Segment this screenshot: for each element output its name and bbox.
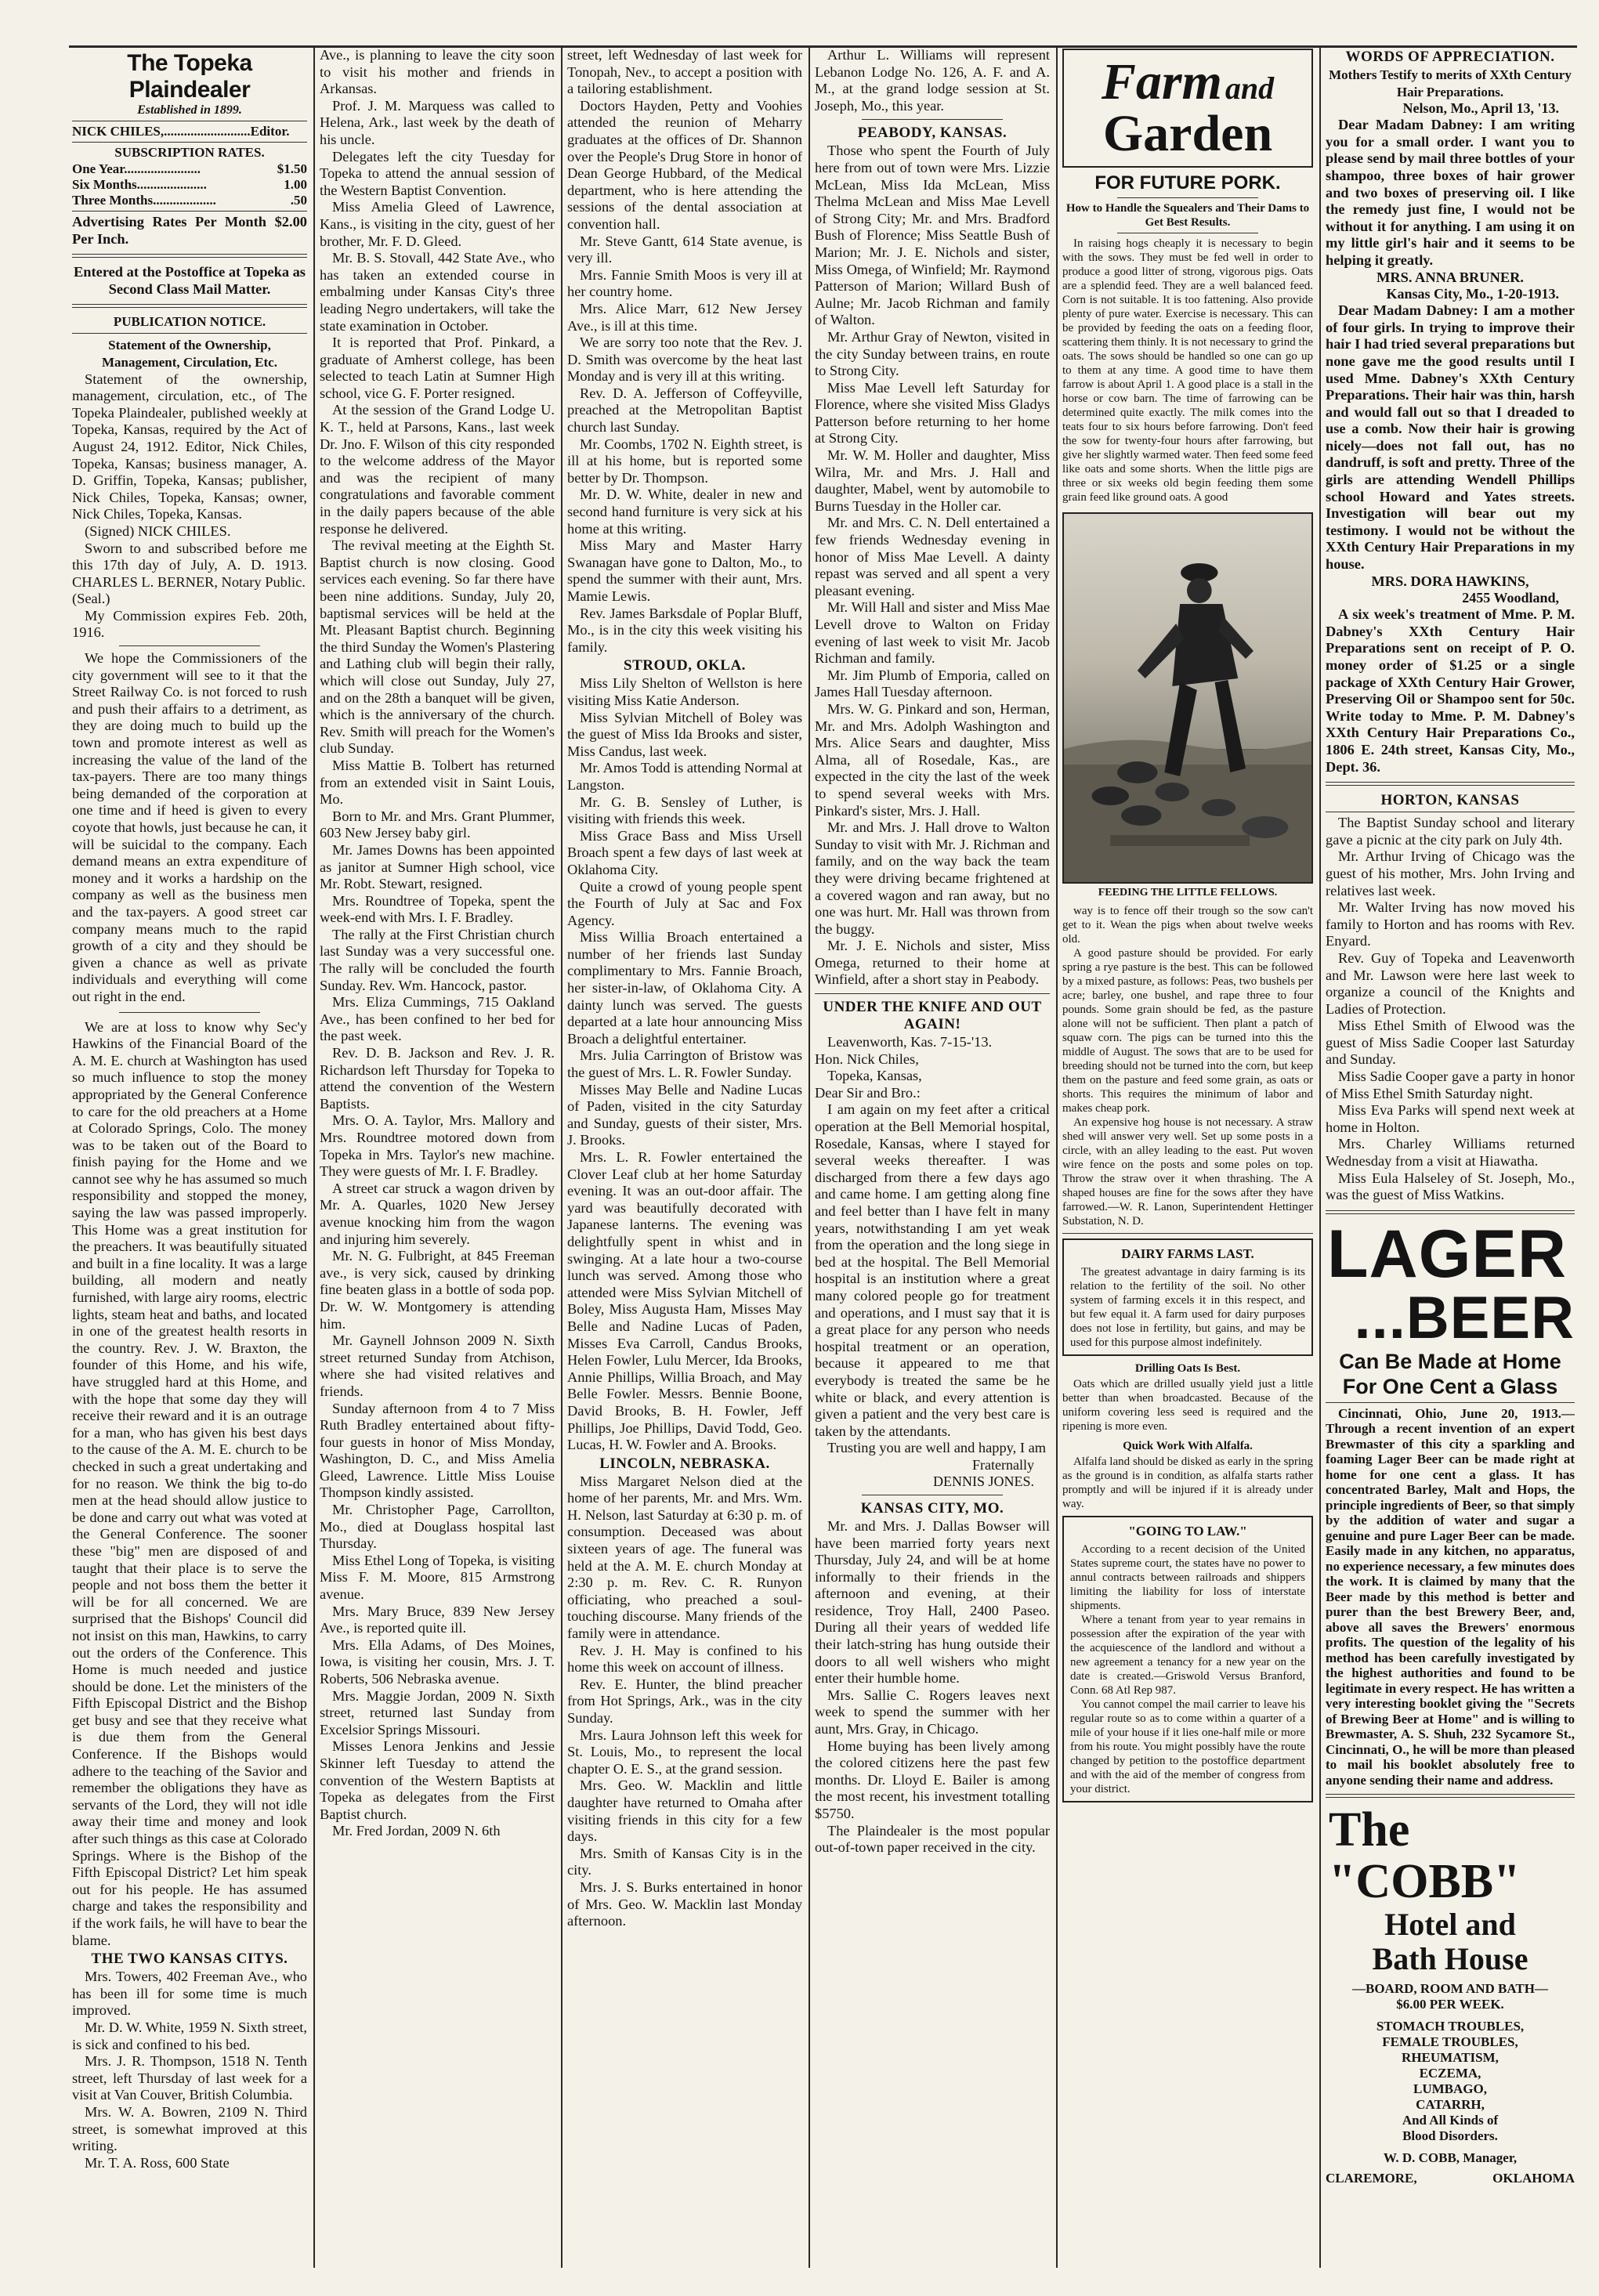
news-item: Rev. D. A. Jefferson of Coffeyville, preached at the Metropolitan Baptist church last Sunday. <box>567 385 802 436</box>
farm-deck: How to Handle the Squealers and Their Dams to Get Best Results. <box>1065 202 1310 229</box>
sworn-line: Sworn to and subscribed before me this 17th day of July, A. D. 1913. CHARLES L. BERNER, Notary Public. <box>72 540 307 590</box>
news-item: Quite a crowd of young people spent the Fourth of July at Sac and Fox Agency. <box>567 878 802 928</box>
news-item: Rev. Guy of Topeka and Leavenworth and Mr. Lawson were here last week to organize a council of the Knights and Ladies of Protection. <box>1326 949 1575 1017</box>
news-item: Mr. Arthur Irving of Chicago was the guest of his mother, Mrs. John Irving and relatives last week. <box>1326 848 1575 899</box>
alfalfa-heading: Quick Work With Alfalfa. <box>1123 1440 1253 1452</box>
news-item: Mrs. J. S. Burks entertained in honor of Mrs. Geo. W. Macklin last Monday afternoon. <box>567 1878 802 1929</box>
drill-heading: Drilling Oats Is Best. <box>1134 1362 1241 1375</box>
rate-row: Three Months................... .50 <box>72 193 307 208</box>
news-item: Rev. J. H. May is confined to his home this week on account of illness. <box>567 1642 802 1676</box>
advertising-rates: Advertising Rates Per Month $2.00 Per Inch. <box>72 214 307 247</box>
news-item: Mrs. O. A. Taylor, Mrs. Mallory and Mrs. Roundtree motored down from Topeka in Mrs. Taylor's new machine. They were guests of Mr. I. F. Bradley. <box>320 1112 555 1180</box>
column-rule <box>1056 47 1058 2268</box>
cobb-manager: W. D. COBB, Manager, <box>1383 2150 1518 2166</box>
illustration-caption: FEEDING THE LITTLE FELLOWS. <box>1098 887 1278 899</box>
testimonial-signature: MRS. ANNA BRUNER. <box>1376 269 1524 285</box>
law-box-title: "GOING TO LAW." <box>1128 1524 1247 1539</box>
subscription-heading: SUBSCRIPTION RATES. <box>114 145 265 160</box>
news-item: The Baptist Sunday school and literary gave a picnic at the city park on July 4th. <box>1326 815 1575 848</box>
drill-body: Oats which are drilled usually yield just a little better than when broadcasted. Because of the uniform covering less seed is required and the ripening is more even. <box>1062 1378 1313 1433</box>
cure-item: And All Kinds of <box>1402 2113 1499 2128</box>
cobb-ad-headline: The "COBB" <box>1329 1803 1521 1909</box>
column-5-farm-and-garden <box>1062 47 1313 2268</box>
news-item: Ave., is planning to leave the city soon to visit his mother and friends in Arkansas. <box>320 47 555 97</box>
entered-notice: Entered at the Postoffice at Topeka as Second Class Mail Matter. <box>74 264 306 297</box>
news-item: Mrs. W. G. Pinkard and son, Herman, Mr. and Mrs. Adolph Washington and Mrs. Alice Sears and daughter, Miss Alma, all of Rosedale, Kas., are expected in the city the last of the week to spend several weeks with Mrs. Pinkard's sister, Mrs. J. Hall. <box>815 700 1050 819</box>
letter-greeting: Dear Sir and Bro.: <box>815 1084 921 1101</box>
farmer-feeding-pigs-illustration <box>1062 512 1313 884</box>
established-line: Established in 1899. <box>137 103 242 117</box>
news-item: Mrs. J. R. Thompson, 1518 N. Tenth street, left Thursday of last week for a visit at Van Couver, British Columbia. <box>72 2053 307 2103</box>
cure-item: CATARRH, <box>1416 2097 1485 2113</box>
news-item: Miss Lily Shelton of Wellston is here visiting Miss Katie Anderson. <box>567 675 802 708</box>
dairy-box-body: The greatest advantage in dairy farming is its relation to the fertility of the soil. No other system of farming excels it in this respect, and but few equal it. A farm used for dairy purposes does not lose in fertility, but gains, and may be used for this purpose almost indefinitely. <box>1070 1266 1305 1349</box>
signed-line: (Signed) NICK CHILES. <box>85 522 231 539</box>
news-item: Mrs. Roundtree of Topeka, spent the week-end with Mrs. I. F. Bradley. <box>320 892 555 926</box>
news-item: Rev. D. B. Jackson and Rev. J. R. Richardson left Thursday for Topeka to attend the convention of the Western Baptists. <box>320 1045 555 1112</box>
news-item: Mrs. Eliza Cummings, 715 Oakland Ave., has been confined to her bed for the past week. <box>320 994 555 1044</box>
news-item: Mr. Walter Irving has now moved his family to Horton and has rooms with Rev. Enyard. <box>1326 899 1575 949</box>
news-item: Miss Eva Parks will spend next week at home in Holton. <box>1326 1102 1575 1135</box>
letter-signoff: Fraternally <box>972 1456 1034 1473</box>
news-item: Mr. G. B. Sensley of Luther, is visiting with friends this week. <box>567 794 802 827</box>
editorial-street-railway: We hope the Commissioners of the city government will see to it that the Street Railway Co. is not forced to rush and push their affairs to a detriment, as they are doing much to build up the town and promote interest as well as increasing the value of the land of the tax-payers. There are too many things being demanded of the corporation at one time and if heed is given to every coyote that howls, just because he can, it will be suicidal to the company. Each demand means an extra expenditure of money and it works a hardship on the company as well as the business men and the tax-payers. A good street car company means much to the rapid growth of a city and they should be given a chance as well as private individuals and everything will come out right in the end. <box>72 650 307 1004</box>
newspaper-page <box>69 47 1577 2268</box>
farm-body: way is to fence off their trough so the sow can't get to it. Wean the pigs when about twelve weeks old. <box>1062 905 1313 946</box>
news-item: Born to Mr. and Mrs. Grant Plummer, 603 New Jersey baby girl. <box>320 808 555 841</box>
cobb-price: $6.00 PER WEEK. <box>1396 1997 1504 2012</box>
column-rule <box>313 47 315 2268</box>
news-item: At the session of the Grand Lodge U. K. T., held at Parsons, Kans., last week Dr. Jno. F. Wilson of this city responded to the welcome address of the Mayor and was the recipient of many congratulations and favorable comment in the daily papers because of the able response he delivered. <box>320 402 555 537</box>
rates-table <box>72 161 307 208</box>
news-item: Mrs. Ella Adams, of Des Moines, Iowa, is visiting her cousin, Mrs. J. T. Roberts, 506 Nebraska avenue. <box>320 1636 555 1687</box>
column-2 <box>320 47 555 2268</box>
news-item: The revival meeting at the Eighth St. Baptist church is now closing. Good services each evening. So far there have been nine additions. Sunday, July 20, baptismal services will be held at the Mt. Pleasant Baptist church. Beginning the third Sunday the Women's Plastering and Lathing club will begin their rally, which will close out Sunday, July 27, and on the 28th a banquet will be given, which is the anniversary of the church. Rev. Smith will preach for the Women's club Sunday. <box>320 537 555 757</box>
news-item: Mr. J. E. Nichols and sister, Miss Omega, returned to their home at Winfield, after a short stay in Peabody. <box>815 938 1050 988</box>
news-item: Miss Amelia Gleed of Lawrence, Kans., is visiting in the city, guest of her brother, Mr. F. D. Gleed. <box>320 199 555 249</box>
news-item: Mr. B. S. Stovall, 442 State Ave., who has taken an extended course in embalming under Kansas City's three leading Negro undertakers, will take the state examination in October. <box>320 250 555 334</box>
cure-item: ECZEMA, <box>1419 2066 1481 2081</box>
news-item: Mrs. L. R. Fowler entertained the Clover Leaf club at her home Saturday evening. It was an out-door affair. The yard was beautifully decorated with Japanese lanterns. The evening was delightfully spent in whist and in swinging. At a late hour a two-course lunch was served. Among those who attended were Miss Sylvian Mitchell of Boley, Miss Augusta Ham, Misses May Belle and Nadine Lucas of Paden, Misses Eva Carroll, Candus Brooks, Helen Fowler, Lulu Mercer, Ida Brooks, Annie Phillips, Willia Broach, and May Belle Fowler. Messrs. Bennie Boone, David Brooks, B. H. Fowler, Jeff Phillips, Joe Phillips, David Todd, Geo. Lucas, H. W. Fowler and A. Brooks. <box>567 1149 802 1453</box>
column-rule <box>1319 47 1321 2268</box>
two-kansas-citys-heading: THE TWO KANSAS CITYS. <box>91 1951 288 1968</box>
news-item: Miss Sylvian Mitchell of Boley was the guest of Miss Ida Brooks and sister, Miss Candus, last week. <box>567 709 802 759</box>
testimonial: Dear Madam Dabney: I am a mother of four girls. In trying to improve their hair I had tried several preparations but none gave me the good results until I used Mme. Dabney's XXth Century Preparations. Their hair was thin, harsh and would fall out so that I dreaded to use a comb. Now their hair is growing nicely—does not fall out, has no dandruff, is soft and pretty. Three of the girls are attending Wendell Phillips school Howard and Yates streets. Investigation will bear out my testimony. I would not be without the XXth Century Hair Preparations in my house. <box>1326 302 1575 573</box>
appreciation-subhead: Mothers Testify to merits of XXth Century Hair Preparations. <box>1329 67 1572 99</box>
testimonial: Dear Madam Dabney: I am writing you for a small order. I want you to please send by mail three bottles of your shampoo, three boxes of hair grower and two boxes of preserving oil. I like the remedy just fine, I would not be without it for anything. I am using it on my little girl's hair and it seems to be helping it greatly. <box>1326 117 1575 268</box>
farm-subhead: FOR FUTURE PORK. <box>1094 172 1281 193</box>
news-item: Mr. Amos Todd is attending Normal at Langston. <box>567 760 802 793</box>
beer-ad-body: Cincinnati, Ohio, June 20, 1913.—Through a recent invention of an expert Brewmaster of this city a sparkling and foaming Lager Beer can be made right at home for one cent a glass. It has concentrated Barley, Malt and Hops, the principle ingredients of Beer, so that simply by the addition of water and sugar a genuine and pure Lager Beer can be made. Easily made in any kitchen, no apparatus, no experience necessary, a few minutes does the work. It is claimed by many that the Beer made by this method is better and purer than the best Brewery Beer, and, above all saves the Brewers' enormous profits. The question of the legality of his method has been carefully investigated by the highest authorities and found to be legitimate in every respect. He has written a very interesting booklet giving the "Secrets of Brewing Beer at Home" and is willing to Brewmaster, A. S. Shuh, 232 Sycamore St., Cincinnati, O., he will be more than pleased to mail his booklet absolutely free to anyone sending their name and address. <box>1326 1405 1575 1788</box>
news-item: Arthur L. Williams will represent Lebanon Lodge No. 126, A. F. and A. M., at the grand lodge session at St. Joseph, Mo., this year. <box>815 47 1050 114</box>
beer-ad-subhead: Can Be Made at Home <box>1339 1349 1561 1373</box>
cobb-bath-house: Bath House <box>1372 1941 1528 1977</box>
stroud-heading: STROUD, OKLA. <box>624 657 746 674</box>
column-4 <box>815 47 1050 2268</box>
column-rule <box>809 47 810 2268</box>
letter-recipient: Hon. Nick Chiles, <box>815 1050 919 1067</box>
editor-line: NICK CHILES,..........................Editor. <box>72 124 290 139</box>
news-item: Mr. and Mrs. J. Dallas Bowser will have been married forty years next Thursday, July 24, and will be at home informally to their friends in the afternoon and evening, at their residence, Troy Hall, 2400 Paseo. During all their years of wedded life their latch-string has hung outside their doors to all well wishers who might enter their humble home. <box>815 1517 1050 1687</box>
news-item: Doctors Hayden, Petty and Voohies attended the reunion of Meharry graduates at the offices of Dr. Shannon over the People's Drug Store in honor of Dean George Hubbard, of the Medical department, who is here attending the sessions of the dental association at convention hall. <box>567 97 802 232</box>
news-item: Mr. Jim Plumb of Emporia, called on James Hall Tuesday afternoon. <box>815 667 1050 700</box>
news-item: Miss Grace Bass and Miss Ursell Broach spent a few days of last week at Oklahoma City. <box>567 827 802 877</box>
cure-item: STOMACH TROUBLES, <box>1376 2019 1525 2034</box>
news-item: Miss Mae Levell left Saturday for Florence, where she visited Miss Gladys Patterson before returning to her home at Strong City. <box>815 379 1050 447</box>
news-item: Mrs. Laura Johnson left this week for St. Louis, Mo., to represent the local chapter O. E. S., at the grand session. <box>567 1727 802 1777</box>
news-item: Miss Sadie Cooper gave a party in honor of Miss Ethel Smith Saturday night. <box>1326 1068 1575 1101</box>
statement-heading: Statement of the Ownership, Management, Circulation, Etc. <box>102 338 277 370</box>
law-box-body: According to a recent decision of the United States supreme court, the states have no power to annul contracts between railroads and shippers limiting the liability for loss of interstate shipments. <box>1070 1543 1305 1612</box>
news-item: Rev. E. Hunter, the blind preacher from Hot Springs, Ark., was in the city Sunday. <box>567 1676 802 1726</box>
farm-body: In raising hogs cheaply it is necessary to begin with the sows. They must be fed well in order to produce a good litter of strong, vigorous pigs. Oats are a splendid feed. They are a well balanced feed. Corn is not suitable. It is too fattening. Also provide plenty of pure water. Exercise is necessary. This can be provided by feeding the oats on a feeding floor, scattering them thinly. It is not necessary to grind the oats. The sows should be handled so one can go up to them at any time. A good time to have them farrow is about April 1. A good place is a stall in the horse or cow barn. The time of farrowing can be determined quite exactly. The milk comes into the teats four to six hours before farrowing. Don't feed the sow for twenty-four hours after farrowing, but give her slightly warmed water. Then feed some feed like oats and some shorts. When the little pigs are three or six weeks old begin feeding them some grain feed like ground oats. A good <box>1062 237 1313 504</box>
column-rule <box>561 47 563 2268</box>
news-item: Mr. W. M. Holler and daughter, Miss Wilra, Mr. and Mrs. J. Hall and daughter, Mabel, went by automobile to Burns Tuesday in the Holler car. <box>815 447 1050 514</box>
cobb-city: CLAREMORE, <box>1326 2171 1417 2186</box>
news-item: Mr. James Downs has been appointed as janitor at Sumner High school, vice Mr. Robt. Stewart, resigned. <box>320 841 555 892</box>
news-item: Miss Eula Halseley of St. Joseph, Mo., was the guest of Miss Watkins. <box>1326 1170 1575 1203</box>
cobb-board: —BOARD, ROOM AND BATH— <box>1352 1981 1548 1997</box>
lager-ad-headline: LAGER <box>1327 1216 1567 1292</box>
letter-date: Leavenworth, Kas. 7-15-'13. <box>827 1034 993 1050</box>
news-item: Miss Ethel Smith of Elwood was the guest of Miss Sadie Cooper last Saturday and Sunday. <box>1326 1018 1575 1068</box>
cure-item: Blood Disorders. <box>1402 2128 1498 2144</box>
news-item: Mr. Fred Jordan, 2009 N. 6th <box>332 1823 501 1839</box>
horton-heading: HORTON, KANSAS <box>1380 792 1520 809</box>
testimonial-address: 2455 Woodland, <box>1462 590 1559 606</box>
news-item: Mrs. Smith of Kansas City is in the city. <box>567 1845 802 1878</box>
cure-item: FEMALE TROUBLES, <box>1382 2034 1518 2050</box>
news-item: We are sorry too note that the Rev. J. D. Smith was overcome by the heat last Monday and is very ill at this writing. <box>567 334 802 385</box>
news-item: Miss Mary and Master Harry Swanagan have gone to Dalton, Mo., to spend the summer with their aunt, Mrs. Mamie Lewis. <box>567 537 802 604</box>
news-item: Mr. D. W. White, 1959 N. Sixth street, is sick and confined to his bed. <box>72 2019 307 2052</box>
going-to-law-box <box>1062 1516 1313 1802</box>
rate-row: One Year....................... $1.50 <box>72 161 307 176</box>
law-box-body: Where a tenant from year to year remains in possession after the expiration of the year with the acquiescence of the landlord and without a new agreement a tenancy for a new year on the date is created.—Griswold Versus Branford, Conn. 68 Atl Rep 987. <box>1070 1614 1305 1697</box>
news-item: street, left Wednesday of last week for Tonopah, Nev., to accept a position with a tailoring establishment. <box>567 47 802 97</box>
beer-ad-headline: ...BEER <box>1354 1284 1575 1351</box>
news-item: Mr. Steve Gantt, 614 State avenue, is very ill. <box>567 233 802 266</box>
masthead: The Topeka Plaindealer <box>127 50 252 103</box>
news-item: The Plaindealer is the most popular out-of-town paper received in the city. <box>815 1822 1050 1856</box>
letter-recipient-city: Topeka, Kansas, <box>827 1068 922 1084</box>
law-box-body: You cannot compel the mail carrier to leave his regular route so as to come within a quarter of a mile of your house if it lies one-half mile or more from his route. You might possibly have the route changed by petition to the postoffice department and with the aid of the member of congress from your district. <box>1070 1698 1305 1795</box>
cobb-state: OKLAHOMA <box>1492 2171 1575 2186</box>
news-item: Mrs. Alice Marr, 612 New Jersey Ave., is ill at this time. <box>567 300 802 334</box>
column-1 <box>72 47 307 2268</box>
news-item: Mr. Coombs, 1702 N. Eighth street, is ill at his home, but is reported some better by Dr. Thompson. <box>567 436 802 486</box>
news-item: It is reported that Prof. Pinkard, a graduate of Amherst college, has been selected to teach Latin at Sumner High school, vice G. F. Porter resigned. <box>320 334 555 401</box>
news-item: Mr. T. A. Ross, 600 State <box>85 2154 230 2171</box>
news-item: Mr. Gaynell Johnson 2009 N. Sixth street returned Sunday from Atchison, where she had visited relatives and friends. <box>320 1332 555 1399</box>
knife-heading: UNDER THE KNIFE AND OUT AGAIN! <box>823 999 1042 1033</box>
news-item: Home buying has been lively among the colored citizens here the past few months. Dr. Lloyd E. Bailer is among the most recent, his investment totalling $5750. <box>815 1737 1050 1821</box>
news-item: Delegates left the city Tuesday for Topeka to attend the annual session of the Western Baptist Convention. <box>320 148 555 198</box>
news-item: Mrs. Maggie Jordan, 2009 N. Sixth street, returned last Sunday from Excelsior Springs Missouri. <box>320 1687 555 1737</box>
news-item: Mrs. Towers, 402 Freeman Ave., who has been ill for some time is much improved. <box>72 1969 307 2019</box>
seal-line: (Seal.) <box>72 591 110 607</box>
news-item: Those who spent the Fourth of July here from out of town were Mrs. Lizzie McLean, Miss Ida McLean, Miss Thelma McLean and Miss Mae Levell of Strong City; Mr. and Mrs. Bradford Bush of Florence; Miss Seattle Bush of Marion; Mr. J. E. Nichols and sister, Miss Omega, of Winfield; Mr. Raymond Patterson of Marion; Willard Bush of Aulne; Mr. Jacob Richman and family of Walton. <box>815 143 1050 328</box>
cobb-location <box>1326 2171 1575 2186</box>
lincoln-heading: LINCOLN, NEBRASKA. <box>599 1455 770 1472</box>
news-item: Miss Margaret Nelson died at the home of her parents, Mr. and Mrs. Wm. H. Nelson, last Saturday at 6:30 p. m. of consumption. Deceased was about sixteen years of age. The funeral was held at the A. M. E. church Monday at 2:30 p. m. Rev. C. R. Runyon officiating, who preached a soul-touching discourse. Many friends of the family were in attendance. <box>567 1473 802 1642</box>
farm-body: An expensive hog house is not necessary. A straw shed will answer very well. Set up some posts in a circle, with an alley leading to the east. Put woven wire fence on the posts and some poles on top. Throw the straw over it when thrashing. The A shaped houses are fine for the sows after they have farrowed.—W. R. Lanon, Superintendent Hettinger Substation, N. D. <box>1062 1116 1313 1228</box>
news-item: Mrs. Mary Bruce, 839 New Jersey Ave., is reported quite ill. <box>320 1603 555 1636</box>
news-item: Mr. Will Hall and sister and Miss Mae Levell drove to Walton on Friday evening of last week to visit Mr. Jacob Richman and family. <box>815 599 1050 667</box>
news-item: Mrs. Julia Carrington of Bristow was the guest of Mrs. L. R. Fowler Sunday. <box>567 1047 802 1081</box>
news-item: Mr. N. G. Fulbright, at 845 Freeman ave., is very sick, caused by drinking fine beaten glass in a bottle of soda pop. Dr. W. W. Montgomery is attending him. <box>320 1248 555 1332</box>
news-item: Mrs. Charley Williams returned Wednesday from a visit at Hiawatha. <box>1326 1136 1575 1170</box>
column-3 <box>567 47 802 2268</box>
cure-item: RHEUMATISM, <box>1402 2050 1499 2066</box>
testimonial-signature: MRS. DORA HAWKINS, <box>1371 573 1529 589</box>
cobb-hotel: Hotel and <box>1384 1907 1516 1943</box>
appreciation-heading: WORDS OF APPRECIATION. <box>1345 49 1555 65</box>
news-item: Mr. D. W. White, dealer in new and second hand furniture is very sick at his home at this writing. <box>567 486 802 537</box>
news-item: Mrs. Fannie Smith Moos is very ill at her country home. <box>567 266 802 300</box>
alfalfa-body: Alfalfa land should be disked as early in the spring as the ground is in condition, as alfalfa starts rather promptly and will be injured if it is already under way. <box>1062 1455 1313 1510</box>
column-6 <box>1326 47 1575 2268</box>
news-item: Miss Willia Broach entertained a number of her friends last Sunday complimentary to Mrs. Fannie Broach, her sister-in-law, of Oklahoma City. A dainty lunch was served. The guests departed at a late hour announcing Miss Broach a delightful entertainer. <box>567 929 802 1047</box>
hair-offer: A six week's treatment of Mme. P. M. Dabney's XXth Century Hair Preparations sent on receipt of P. O. money order of $1.25 or a single package of XXth Century Hair Grower, Preserving Oil or Shampoo sent for 50c. Write today to Mme. P. M. Dabney's XXth Century Hair Preparations Co., 1806 E. 24th street, Kansas City, Mo., Dept. 36. <box>1326 606 1575 775</box>
news-item: Misses May Belle and Nadine Lucas of Paden, visited in the city Saturday and Sunday, guests of their sister, Mrs. J. Brooks. <box>567 1081 802 1148</box>
news-item: Mr. Christopher Page, Carrollton, Mo., died at Douglass hospital last Thursday. <box>320 1502 555 1552</box>
kansas-city-heading: KANSAS CITY, MO. <box>860 1499 1004 1517</box>
news-item: Mr. and Mrs. C. N. Dell entertained a few friends Wednesday evening in honor of Miss Mae Levell. A dainty repast was served and all spent a very pleasant evening. <box>815 515 1050 598</box>
farm-garden-title: Farm and Garden <box>1062 49 1313 168</box>
editorial-hawkins: We are at loss to know why Sec'y Hawkins of the Financial Board of the A. M. E. church at Washington has used so much influence to stop the money appropriated by the General Conference to care for the old preachers at a Home at Colorado Springs, Colo. The money was to be taken out of the Board to finish paying for the Home and we cannot see why he has assumed so much responsibility and stopped the money, saying the law was passed improperly. This Home was a great institution for the preachers. It was beautifully situated and built in a fine locality. It was a large building, all modern and neatly furnished, with large airy rooms, electric lights, steam heat and baths, and located in one of the greatest health resorts in the country. Rev. J. W. Braxton, the founder of this Home, and his wife, have struggled hard at this Home, and with the hope that some day they will receive their reward and it is an outrage for a man, who has given his best days to the cause of the A. M. E. church to be checked in such a great undertaking and for no reason. We think the big to-do men at the head should allow justice to be done and carry out what was voted at the General Conference. The sooner these "big" men are disposed of and taught that their place is to serve the people and not boss them the better it will be for all concerned. We are surprised that the Bishops' Council did not insist on this man, Hawkins, to carry out the orders of the Conference. This Home is much needed and justice should be done. Let the ministers of the Fifth Episcopal District and the Bishop get busy and see that they receive what is due them from the General Conference. If the Bishops would adhere to the teaching of the Savior and remember the obligations they have as servants of the Lord, they will not idle away their time and money and look after such things as this case at Colorado Springs. Where is the Bishop of the Fifth Episcopal District? Let him speak out for his people. He has assumed charge and takes the responsibility and if the work fails, he will have to bear the blame. <box>72 1018 307 1948</box>
peabody-heading: PEABODY, KANSAS. <box>857 125 1008 142</box>
dairy-box-title: DAIRY FARMS LAST. <box>1121 1246 1254 1261</box>
commission-line: My Commission expires Feb. 20th, 1916. <box>72 607 307 641</box>
news-item: Miss Ethel Long of Topeka, is visiting Miss F. M. Moore, 815 Armstrong avenue. <box>320 1552 555 1603</box>
dairy-farms-box <box>1062 1238 1313 1356</box>
news-item: Miss Mattie B. Tolbert has returned from an extended visit in Saint Louis, Mo. <box>320 757 555 808</box>
news-item: Rev. James Barksdale of Poplar Bluff, Mo., is in the city this week visiting his family. <box>567 605 802 655</box>
letter-place: Kansas City, Mo., 1-20-1913. <box>1386 286 1559 302</box>
news-item: The rally at the First Christian church last Sunday was a very successful one. The rally will be concluded the fourth Sunday. Rev. Wm. Hancock, pastor. <box>320 926 555 993</box>
rate-row: Six Months..................... 1.00 <box>72 177 307 192</box>
beer-ad-subhead: For One Cent a Glass <box>1342 1374 1558 1398</box>
news-item: Sunday afternoon from 4 to 7 Miss Ruth Bradley entertained about fifty-four guests in honor of Miss Monday, Washington, D. C., and Miss Amelia Gleed, Lawrence. Little Miss Louise Thompson kindly assisted. <box>320 1400 555 1501</box>
letter-body: I am again on my feet after a critical operation at the Bell Memorial hospital, Rosedale, Kansas, where I stayed for several weeks thereafter. I was discharged from there a few days ago and came home. I am getting along fine and feel better than I have felt in many years, notwithstanding I am yet weak from the operation and the long siege in bed at the hospital. The Bell Memorial hospital is an institution where a great many colored people go for treatment and operations, and I must say that it is a great place for any person who needs hospital treatment or an operation, because it appeared to me that everybody is treated the same be he white or black, and every attention is given a patient and the very best care is taken by the attendants. <box>815 1101 1050 1439</box>
cobb-cures-list <box>1326 2019 1575 2144</box>
farm-body: A good pasture should be provided. For early spring a rye pasture is the best. This can be followed by a mixed pasture, as follows: Peas, two bushels per acre; barley, one bushel, and rape three to four pounds. Some grain should be fed, as the pasture alone will not be sufficient. Then plant a patch of squaw corn. The pigs can be turned into this the middle of August. The sows that are to be used for breeding should not be turned into the corn, but keep them on the pasture and feed some grain, as oats or shorts. This requires the minimum of labor and makes cheap pork. <box>1062 947 1313 1115</box>
cure-item: LUMBAGO, <box>1413 2081 1487 2097</box>
news-item: Mr. and Mrs. J. Hall drove to Walton Sunday to visit with Mr. J. Richman and family, and on the way back the team they were driving became frightened at a covered wagon and ran away, but no one was hurt. Mr. Hall was thrown from the buggy. <box>815 819 1050 937</box>
publication-notice: PUBLICATION NOTICE. <box>113 314 266 330</box>
news-item: Mrs. Geo. W. Macklin and little daughter have returned to Omaha after visiting friends in this city for a few days. <box>567 1777 802 1845</box>
news-item: Mr. Arthur Gray of Newton, visited in the city Sunday between trains, en route to Strong City. <box>815 328 1050 379</box>
statement-body: Statement of the ownership, management, circulation, etc., of The Topeka Plaindealer, published weekly at Topeka, Kansas, required by the Act of August 24, 1912. Editor, Nick Chiles, Topeka, Kansas; business manager, A. D. Griffin, Topeka, Kansas; publisher, Nick Chiles, Topeka, Kansas; owner, Nick Chiles, Topeka, Kansas. <box>72 371 307 522</box>
news-item: Misses Lenora Jenkins and Jessie Skinner left Tuesday to attend the convention of the Western Baptists at Topeka as delegates from the First Baptist church. <box>320 1738 555 1822</box>
letter-close: Trusting you are well and happy, I am <box>827 1440 1047 1456</box>
letter-signature: DENNIS JONES. <box>932 1473 1034 1489</box>
letter-place: Nelson, Mo., April 13, '13. <box>1402 100 1559 117</box>
news-item: Mrs. W. A. Bowren, 2109 N. Third street, is somewhat improved at this writing. <box>72 2103 307 2154</box>
news-item: Mrs. Sallie C. Rogers leaves next week to spend the summer with her aunt, Mrs. Gray, in Chicago. <box>815 1687 1050 1737</box>
news-item: Prof. J. M. Marquess was called to Helena, Ark., last week by the death of his uncle. <box>320 97 555 147</box>
news-item: A street car struck a wagon driven by Mr. A. Quarles, 1020 New Jersey avenue knocking him from the wagon and injuring him severely. <box>320 1180 555 1247</box>
